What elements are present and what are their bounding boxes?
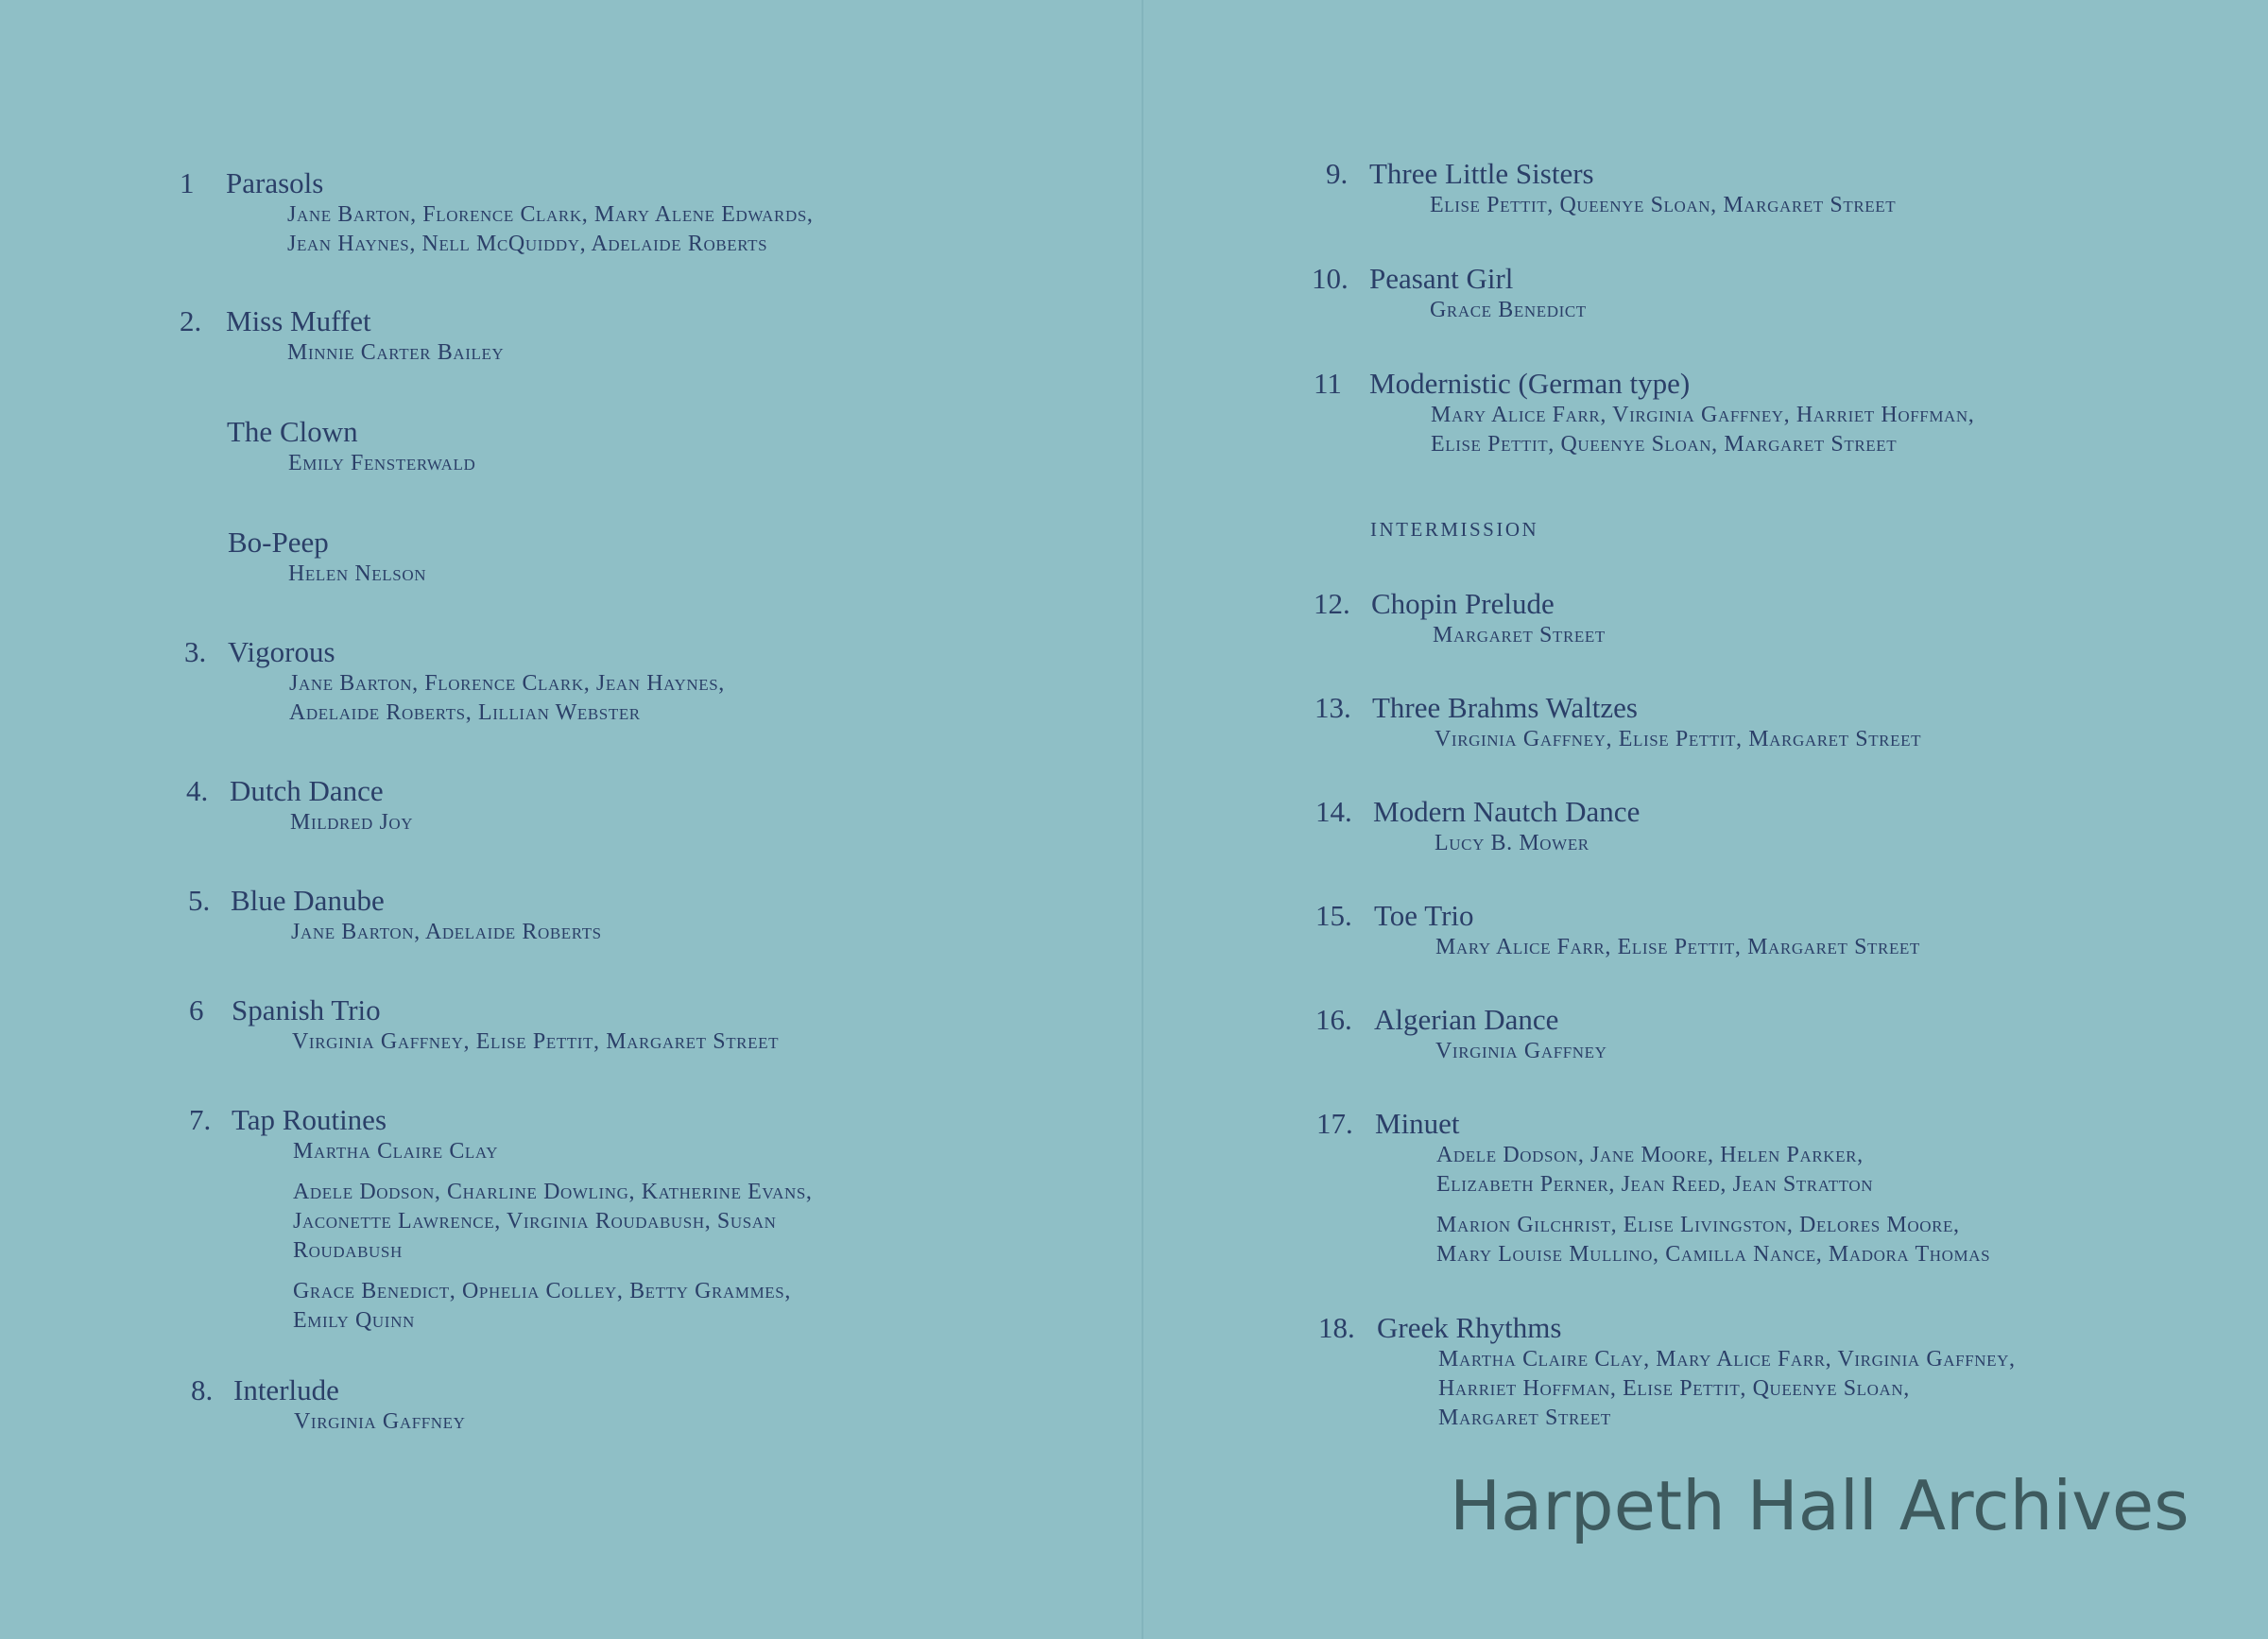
- performer-line: Marion Gilchrist, Elise Livingston, Delores Moore,: [1436, 1213, 1960, 1237]
- performer-line: Mary Alice Farr, Virginia Gaffney, Harriet Hoffman,: [1431, 403, 1975, 427]
- performer-line: Adelaide Roberts, Lillian Webster: [289, 700, 641, 725]
- performer-line: Roudabush: [293, 1238, 403, 1263]
- item-performers: [287, 200, 814, 259]
- item-performers: [1431, 401, 1974, 459]
- performer-line: Jane Barton, Adelaide Roberts: [291, 920, 602, 944]
- performer-line: Martha Claire Clay, Mary Alice Farr, Virginia Gaffney,: [1438, 1347, 2016, 1372]
- item-number: 2.: [180, 304, 202, 337]
- performer-line: Mildred Joy: [290, 810, 414, 835]
- item-title: The Clown: [227, 415, 358, 448]
- item-title: Minuet: [1375, 1107, 1460, 1140]
- item-title: Parasols: [226, 166, 324, 199]
- item-performers: [288, 560, 426, 589]
- item-title: Three Brahms Waltzes: [1372, 691, 1638, 724]
- item-title: Peasant Girl: [1369, 262, 1514, 295]
- item-number: 5.: [188, 884, 211, 917]
- performer-line: Elise Pettit, Queenye Sloan, Margaret Street: [1431, 432, 1898, 457]
- intermission-label: INTERMISSION: [1370, 518, 1539, 541]
- performer-line: Margaret Street: [1438, 1406, 1611, 1430]
- item-number: 13.: [1314, 691, 1351, 724]
- item-performers: [291, 918, 602, 947]
- item-performers: [1435, 725, 1921, 754]
- performer-line: Adele Dodson, Jane Moore, Helen Parker,: [1436, 1143, 1864, 1167]
- performer-line: Martha Claire Clay: [293, 1139, 499, 1164]
- performer-line: Virginia Gaffney, Elise Pettit, Margaret Street: [1435, 727, 1922, 751]
- item-performers: [1435, 829, 1589, 858]
- item-number: 16.: [1315, 1003, 1352, 1036]
- performer-line: Mary Alice Farr, Elise Pettit, Margaret Street: [1435, 935, 1920, 959]
- item-number: 8.: [191, 1373, 214, 1406]
- performer-line: Jaconette Lawrence, Virginia Roudabush, Susan: [293, 1209, 777, 1234]
- item-title: Spanish Trio: [232, 993, 381, 1027]
- item-performers: [287, 338, 504, 368]
- item-performers: [1435, 933, 1920, 962]
- item-number: 17.: [1316, 1107, 1353, 1140]
- page-fold: [1142, 0, 1143, 1639]
- item-performers: [288, 449, 475, 478]
- performer-line: Emily Quinn: [293, 1308, 415, 1333]
- item-title: Interlude: [233, 1373, 339, 1406]
- item-title: Algerian Dance: [1374, 1003, 1559, 1036]
- performer-line: Grace Benedict, Ophelia Colley, Betty Grammes,: [293, 1279, 791, 1303]
- item-number: 15.: [1315, 899, 1352, 932]
- item-number: 18.: [1318, 1311, 1355, 1344]
- performer-line: Lucy B. Mower: [1435, 831, 1589, 855]
- item-performers: [1433, 621, 1606, 650]
- item-number: 7.: [189, 1103, 212, 1136]
- item-title: Toe Trio: [1374, 899, 1474, 932]
- performer-line: Margaret Street: [1433, 623, 1606, 647]
- performer-line: Virginia Gaffney, Elise Pettit, Margaret Street: [292, 1029, 780, 1054]
- item-title: Miss Muffet: [226, 304, 371, 337]
- item-title: Blue Danube: [231, 884, 385, 917]
- archive-watermark: Harpeth Hall Archives: [1450, 1466, 2190, 1545]
- item-performers: [293, 1137, 813, 1336]
- item-number: 1: [180, 166, 195, 199]
- item-number: 4.: [186, 774, 209, 807]
- item-performers: [1436, 1141, 1990, 1269]
- performer-line: Elise Pettit, Queenye Sloan, Margaret Street: [1430, 193, 1897, 217]
- item-performers: [294, 1407, 466, 1437]
- item-title: Vigorous: [228, 635, 335, 668]
- item-performers: [290, 808, 413, 837]
- performer-line: Jane Barton, Florence Clark, Mary Alene Edwards,: [287, 202, 814, 227]
- item-number: 3.: [184, 635, 207, 668]
- performer-line: Virginia Gaffney: [294, 1409, 466, 1434]
- performer-line: Adele Dodson, Charline Dowling, Katherine Evans,: [293, 1180, 813, 1204]
- performer-line: Mary Louise Mullino, Camilla Nance, Madora Thomas: [1436, 1242, 1991, 1267]
- item-title: Tap Routines: [232, 1103, 387, 1136]
- item-title: Chopin Prelude: [1371, 587, 1555, 620]
- item-title: Dutch Dance: [230, 774, 384, 807]
- performer-line: Elizabeth Perner, Jean Reed, Jean Stratton: [1436, 1172, 1874, 1197]
- item-title: Bo-Peep: [228, 526, 329, 559]
- item-title: Greek Rhythms: [1377, 1311, 1562, 1344]
- item-number: 6: [189, 993, 204, 1027]
- item-performers: [1438, 1345, 2016, 1433]
- item-performers: [1430, 296, 1587, 325]
- item-performers: [1430, 191, 1896, 220]
- performer-line: Helen Nelson: [288, 561, 427, 586]
- item-performers: [1435, 1037, 1607, 1066]
- performer-line: Grace Benedict: [1430, 298, 1587, 322]
- performer-line: Jean Haynes, Nell McQuiddy, Adelaide Roberts: [287, 232, 768, 256]
- item-performers: [292, 1027, 779, 1057]
- performer-line: Virginia Gaffney: [1435, 1039, 1607, 1063]
- item-number: 12.: [1314, 587, 1350, 620]
- performer-line: Jane Barton, Florence Clark, Jean Haynes,: [289, 671, 725, 696]
- item-number: 11: [1314, 367, 1342, 400]
- item-title: Three Little Sisters: [1369, 157, 1594, 190]
- item-title: Modern Nautch Dance: [1373, 795, 1641, 828]
- performer-line: Emily Fensterwald: [288, 451, 476, 475]
- performer-line: Minnie Carter Bailey: [287, 340, 505, 365]
- item-number: 10.: [1312, 262, 1349, 295]
- item-performers: [289, 669, 725, 728]
- item-number: 14.: [1315, 795, 1352, 828]
- performer-line: Harriet Hoffman, Elise Pettit, Queenye Sloan,: [1438, 1376, 1910, 1401]
- item-number: 9.: [1326, 157, 1349, 190]
- item-title: Modernistic (German type): [1369, 367, 1691, 400]
